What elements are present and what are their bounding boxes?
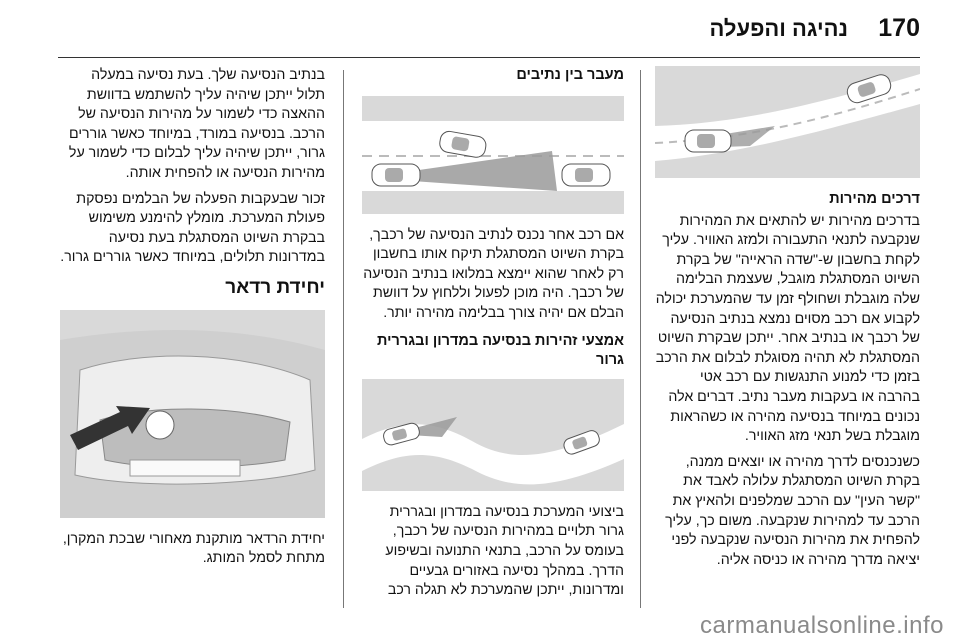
lane-change-figure xyxy=(362,96,624,214)
paragraph-radar-unit: יחידת הרדאר מותקנת מאחורי שבכת המקרן, מתחת לסמל המותג. xyxy=(62,530,325,567)
watermark: carmanualsonline.info xyxy=(700,612,944,639)
column-divider-right xyxy=(640,70,641,608)
column-left xyxy=(60,66,325,575)
column-right xyxy=(655,66,920,576)
paragraph-lane-change: אם רכב אחר נכנס לנתיב הנסיעה של רכבך, בקרת השיוט המסתגלת תיקח אותו בחשבון רק לאחר שהוא יימצא במלואו בנתיב הנסיעה של רכבך. היה מוכן לפעול וללחוץ על דוושת הבלם אם יהיה צורך בבלימה מהירה יותר. xyxy=(363,226,624,321)
column-middle xyxy=(362,66,624,607)
heading-slopes-trailer: אמצעי זהירות בנסיעה במדרון ובגררית גרור xyxy=(377,332,624,369)
header-rule xyxy=(58,57,920,58)
page-number: 170 xyxy=(878,14,920,42)
column-divider-left xyxy=(343,70,344,608)
paragraph-highways-2: כשנכנסים לדרך מהירה או יוצאים ממנה, בקרת השיוט המסתגלת עלולה לאבד את "קשר העין" עם הרכב שמלפנים ולהאיץ את הרכב עד למהירות שנקבעה. משום כך, עליך להפחית את מהירות הנסיעה שנקבעה לפני יציאה מדרך מהירה או כניסה אליה. xyxy=(665,453,920,568)
paragraph-brakes-note: זכור שבעקבות הפעלה של הבלמים נפסקת פעולת המערכת. מומלץ להימנע משימוש בבקרת השיוט המסתגלת בעת נסיעה במדרונות תלולים, במיוחד כאשר גוררים גרור. xyxy=(60,190,325,266)
page-header xyxy=(0,0,960,56)
section-title: נהיגה והפעלה xyxy=(709,16,848,41)
radar-car-figure xyxy=(60,310,325,518)
heading-highways: דרכים מהירות xyxy=(829,191,920,207)
paragraph-slopes-trailer: ביצועי המערכת בנסיעה במדרון ובגררית גרור תלויים במהירות הנסיעה של רכבך, בעומס על הרכב, בתנאי התנועה ובשיפוע הדרך. במהלך נסיעה באזורים גבעיים ומדרונות, ייתכן שהמערכת לא תגלה רכב xyxy=(385,503,624,599)
slope-figure xyxy=(362,379,624,491)
paragraph-highways-1: בדרכים מהירות יש להתאים את המהירות שנקבעה לתנאי התעבורה ולמזג האוויר. עליך לקחת בחשבון ש-"שדה הראייה" של בקרת השיוט המסתגלת מוגבל, שעצמת הבלימה שלה מוגבלת ושחולף זמן עד שהמערכת יכולה לקבוע אם רכב מסוים נמצא בנתיב הנסיעה של רכבך או בנתיב אחר. ייתכן שבקרת השיוט המסתגלת לא תהיה מסוגלת לבלום את הרכב בזמן כדי למנוע התנגשות עם רכב אטי בהרבה או בעקבות מעבר נתיב. דברים אלה נכונים במיוחד בנסיעה מהירה או כשהראות מוגבלת בשל תנאי מזג האוויר. xyxy=(655,212,920,445)
heading-lane-change: מעבר בין נתיבים xyxy=(516,67,624,83)
paragraph-slopes-continued: בנתיב הנסיעה שלך. בעת נסיעה במעלה תלול ייתכן שיהיה עליך להשתמש בדוושת ההאצה כדי לשמור על מהירות הנסיעה של הרכב. בנסיעה במורד, במיוחד כאשר גוררים גרור, ייתכן שיהיה עליך לבלום כדי לשמור על מהירות הנסיעה או להפחית אותה. xyxy=(68,67,325,181)
highway-figure xyxy=(655,66,920,178)
heading-radar-unit: יחידת רדאר xyxy=(225,276,325,298)
